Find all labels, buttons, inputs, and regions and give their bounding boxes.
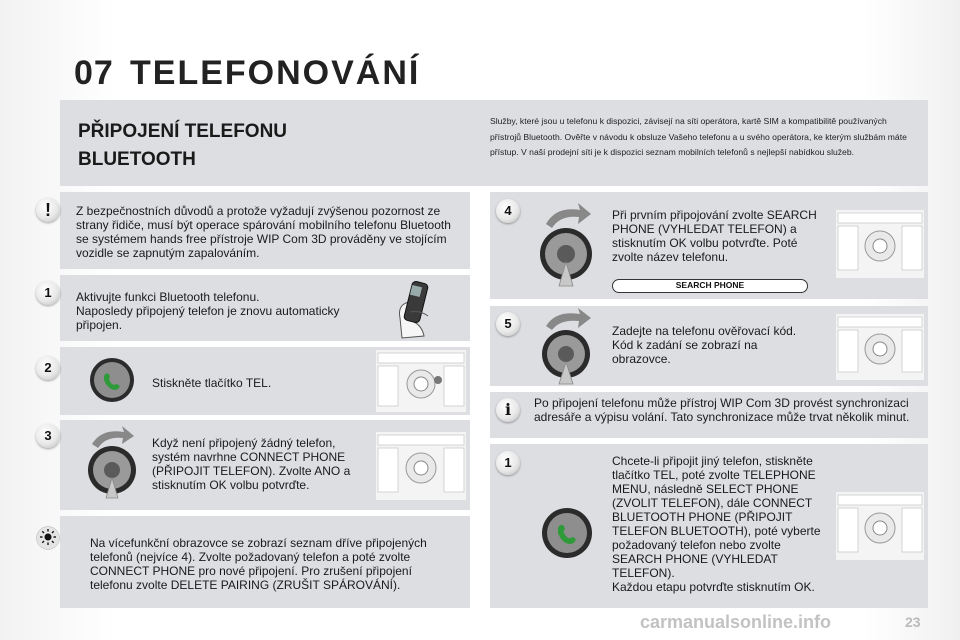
- warning-icon: !: [36, 198, 60, 222]
- warning-text: Z bezpečnostních důvodů a protože vyžadují zvýšenou pozornost ze strany řidiče, musí být operace spárování mobilního telefonu Bluetooth se systémem hands free přístroje WIP Com 3D prováděny ve stojícím vozidle se zapnutým zapalováním.: [76, 204, 451, 260]
- info-text: Po připojení telefonu může přístroj WIP Com 3D provést synchronizaci adresáře a výpisu volání. Tato synchronizace může trvat několik minut.: [534, 396, 910, 424]
- step-alt-badge: 1: [496, 451, 520, 475]
- step-5-text: Zadejte na telefonu ověřovací kód. Kód k zadání se zobrazí na obrazovce.: [612, 324, 797, 366]
- radio-panel-thumbnail: [836, 210, 924, 278]
- step-2-badge: 2: [36, 356, 60, 380]
- step-5-badge: 5: [496, 312, 520, 336]
- search-phone-pill: SEARCH PHONE: [612, 279, 808, 293]
- step-4-text: Při prvním připojování zvolte SEARCH PHONE (VYHLEDAT TELEFON) a stisknutím OK volbu potvrďte. Poté zvolte název telefonu.: [612, 208, 817, 264]
- ok-knob-icon: [82, 422, 144, 502]
- phone-in-hand-icon: [394, 278, 444, 340]
- radio-panel-thumbnail: [376, 350, 466, 412]
- step-alt-text: Chcete-li připojit jiný telefon, stiskněte tlačítko TEL, poté zvolte TELEPHONE MENU, následně SELECT PHONE (ZVOLIT TELEFON), dále CONNECT BLUETOOTH PHONE (PŘIPOJIT TELEFON BLUETOOTH), poté vyberte požadovaný telefon nebo zvolte SEARCH PHONE (VYHLEDAT TELEFON). Každou etapu potvrďte stisknutím OK.: [612, 454, 821, 594]
- radio-panel-thumbnail: [836, 492, 924, 560]
- step-3-text: Když není připojený žádný telefon, systém navrhne CONNECT PHONE (PŘIPOJIT TELEFON). Zvolte ANO a stisknutím OK volbu potvrďte.: [152, 436, 351, 492]
- ok-knob-icon: [534, 200, 600, 288]
- step-3-badge: 3: [36, 424, 60, 448]
- step-1-badge: 1: [36, 281, 60, 305]
- section-note: Služby, které jsou u telefonu k dispozici, závisejí na síti operátora, kartě SIM a kompatibilitě používaných přístrojů Bluetooth. Ověřte v návodu k obsluze Vašeho telefonu a u svého operátora, ke kterým službám máte přístup. V naší prodejní síti je k dispozici seznam mobilních telefonů s nejlepší nabídkou služeb.: [490, 116, 907, 157]
- watermark: carmanualsonline.info: [640, 612, 832, 632]
- lightbulb-icon: [36, 526, 60, 550]
- info-icon: i: [496, 398, 520, 422]
- section-title: [78, 118, 408, 174]
- ok-knob-icon: [534, 306, 600, 386]
- tel-button-icon: [540, 506, 594, 560]
- step-1-text: Aktivujte funkci Bluetooth telefonu. Naposledy připojený telefon je znovu automaticky připojen.: [76, 290, 340, 332]
- step-2-text: Stiskněte tlačítko TEL.: [152, 376, 272, 390]
- page-number: 23: [905, 614, 921, 630]
- radio-panel-thumbnail: [836, 314, 924, 380]
- section-title-line1: PŘIPOJENÍ TELEFONU: [78, 121, 288, 142]
- tel-button-icon: [88, 356, 136, 404]
- step-4-badge: 4: [496, 199, 520, 223]
- chapter-number: 07: [74, 54, 114, 92]
- tip-text: Na vícefunkční obrazovce se zobrazí seznam dříve připojených telefonů (nejvíce 4). Zvolte požadovaný telefon a poté zvolte CONNECT PHONE pro nové připojení. Pro zrušení připojení telefonu zvolte DELETE PAIRING (ZRUŠIT SPÁROVÁNÍ).: [90, 536, 427, 592]
- radio-panel-thumbnail: [376, 432, 466, 500]
- section-title-line2: BLUETOOTH: [78, 149, 196, 170]
- chapter-title: TELEFONOVÁNÍ: [130, 54, 421, 92]
